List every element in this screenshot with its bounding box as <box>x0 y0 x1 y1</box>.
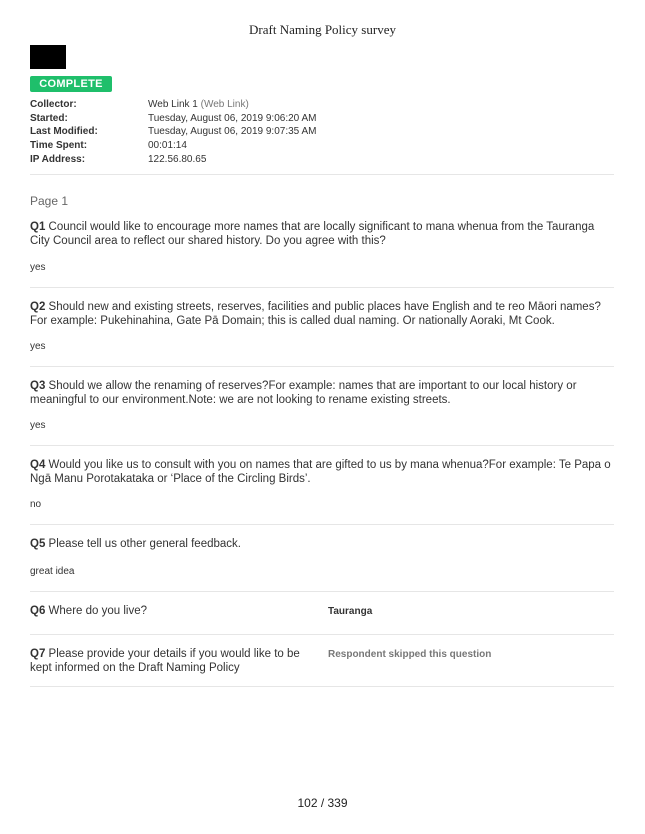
meta-value: 122.56.80.65 <box>148 153 207 165</box>
question-number: Q1 <box>30 221 46 233</box>
meta-row-started <box>30 112 614 126</box>
meta-label: IP Address: <box>30 153 86 165</box>
meta-value: Tuesday, August 06, 2019 9:06:20 AM <box>148 112 317 124</box>
response-metadata <box>30 98 614 167</box>
collector-value: Web Link 1 <box>148 99 198 110</box>
meta-label: Started: <box>30 112 68 124</box>
question-text: Please provide your details if you would like to be kept informed on the Draft Naming Policy <box>30 648 300 674</box>
question-q6 <box>30 605 310 619</box>
question-number: Q6 <box>30 605 46 617</box>
question-text: Should we allow the renaming of reserves?For example: names that are important to our local history or meaningful to our environment.Note: we are not looking to rename existing streets. <box>30 380 577 406</box>
answer-q6: Tauranga <box>328 606 373 617</box>
divider <box>30 634 614 635</box>
question-text: Where do you live? <box>48 605 147 617</box>
question-number: Q5 <box>30 538 46 550</box>
question-q4 <box>30 459 614 486</box>
status-badge: COMPLETE <box>30 76 112 92</box>
question-text: Please tell us other general feedback. <box>48 538 241 550</box>
meta-row-time <box>30 139 614 153</box>
answer-q1: yes <box>30 262 46 273</box>
divider <box>30 174 614 175</box>
divider <box>30 445 614 446</box>
question-text: Would you like us to consult with you on names that are gifted to us by mana whenua?For example: Te Papa o Ngā Manu Porotakataka or ‘Place of the Circling Birds’. <box>30 459 611 485</box>
meta-value: 00:01:14 <box>148 140 187 152</box>
meta-value: Tuesday, August 06, 2019 9:07:35 AM <box>148 126 317 138</box>
question-number: Q3 <box>30 380 46 392</box>
answer-q3: yes <box>30 420 46 431</box>
meta-label: Collector: <box>30 99 77 110</box>
question-text: Council would like to encourage more names that are locally significant to mana whenua from the Tauranga City Council area to reflect our shared history. Do you agree with this? <box>30 221 595 247</box>
logo <box>30 45 66 69</box>
meta-value <box>148 98 249 112</box>
page-number: 102 / 339 <box>297 796 348 810</box>
answer-q2: yes <box>30 341 46 352</box>
question-number: Q2 <box>30 301 46 313</box>
question-number: Q4 <box>30 459 46 471</box>
question-q7 <box>30 648 310 675</box>
question-text: Should new and existing streets, reserves, facilities and public places have English and te reo Māori names?For example: Pukehinahina, Gate Pā Domain; this is called dual naming. Or nationally Aoraki, Mt Cook. <box>30 301 601 327</box>
question-q2 <box>30 301 614 328</box>
meta-row-ip <box>30 153 614 167</box>
meta-row-collector <box>30 98 614 112</box>
divider <box>30 591 614 592</box>
page-header: Draft Naming Policy survey <box>249 22 396 37</box>
meta-row-modified <box>30 125 614 139</box>
divider <box>30 686 614 687</box>
question-q5 <box>30 538 614 552</box>
answer-q7: Respondent skipped this question <box>328 649 492 660</box>
divider <box>30 524 614 525</box>
question-q3 <box>30 380 614 407</box>
collector-sub: (Web Link) <box>200 99 249 110</box>
meta-label: Last Modified: <box>30 126 98 138</box>
divider <box>30 366 614 367</box>
question-number: Q7 <box>30 648 46 660</box>
divider <box>30 287 614 288</box>
question-q1 <box>30 221 614 248</box>
answer-q5: great idea <box>30 566 75 577</box>
meta-label: Time Spent: <box>30 140 88 152</box>
page-label: Page 1 <box>30 194 69 208</box>
answer-q4: no <box>30 499 42 510</box>
